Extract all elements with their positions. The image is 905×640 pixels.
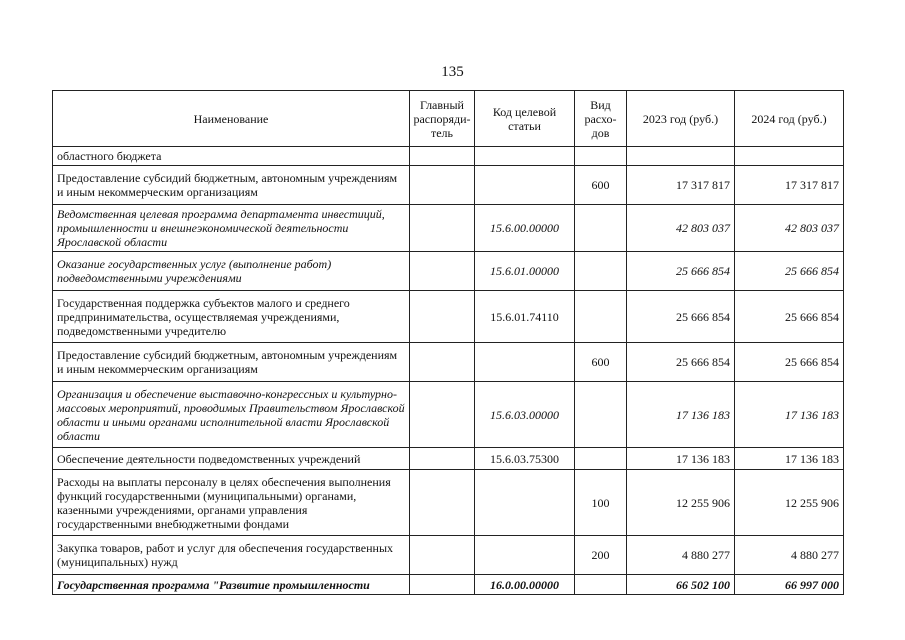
cell-y2024: 12 255 906 [735, 470, 844, 536]
cell-code [475, 343, 575, 382]
cell-y2024: 25 666 854 [735, 252, 844, 291]
cell-code [475, 536, 575, 575]
table-row [53, 252, 844, 291]
cell-chief [410, 166, 475, 205]
cell-code: 16.0.00.00000 [475, 575, 575, 595]
cell-name: Оказание государственных услуг (выполнение работ) подведомственными учреждениями [53, 252, 410, 291]
cell-chief [410, 147, 475, 166]
table-row [53, 575, 844, 595]
cell-name: Государственная поддержка субъектов малого и среднего предпринимательства, осуществляемая учреждениями, подведомственными учредителю [53, 291, 410, 343]
cell-name: Ведомственная целевая программа департамента инвестиций, промышленности и внешнеэкономической деятельности Ярославской области [53, 205, 410, 252]
cell-chief [410, 343, 475, 382]
cell-name: Организация и обеспечение выставочно-конгрессных и культурно-массовых мероприятий, проводимых Правительством Ярославской области и иными органами исполнительной власти Ярославской области [53, 382, 410, 448]
cell-chief [410, 382, 475, 448]
cell-chief [410, 575, 475, 595]
cell-name: Государственная программа "Развитие промышленности [53, 575, 410, 595]
cell-y2024: 42 803 037 [735, 205, 844, 252]
cell-y2024: 66 997 000 [735, 575, 844, 595]
cell-chief [410, 291, 475, 343]
cell-code: 15.6.03.00000 [475, 382, 575, 448]
cell-code: 15.6.01.74110 [475, 291, 575, 343]
table-row [53, 382, 844, 448]
cell-y2023: 12 255 906 [627, 470, 735, 536]
cell-code [475, 147, 575, 166]
cell-y2023 [627, 147, 735, 166]
header-2023: 2023 год (руб.) [627, 91, 735, 147]
cell-y2023: 17 136 183 [627, 382, 735, 448]
cell-y2024: 25 666 854 [735, 343, 844, 382]
table-row [53, 166, 844, 205]
table-row [53, 470, 844, 536]
budget-table [52, 90, 844, 595]
cell-type [575, 448, 627, 470]
cell-name: Закупка товаров, работ и услуг для обеспечения государственных (муниципальных) нужд [53, 536, 410, 575]
cell-y2023: 17 136 183 [627, 448, 735, 470]
cell-y2024: 17 317 817 [735, 166, 844, 205]
cell-y2024: 4 880 277 [735, 536, 844, 575]
cell-y2024 [735, 147, 844, 166]
cell-type [575, 291, 627, 343]
cell-type: 100 [575, 470, 627, 536]
cell-code [475, 166, 575, 205]
cell-chief [410, 205, 475, 252]
cell-name: Предоставление субсидий бюджетным, автономным учреждениям и иным некоммерческим организациям [53, 343, 410, 382]
cell-y2023: 25 666 854 [627, 252, 735, 291]
table-row [53, 205, 844, 252]
cell-y2024: 17 136 183 [735, 382, 844, 448]
cell-y2023: 4 880 277 [627, 536, 735, 575]
cell-chief [410, 470, 475, 536]
table-row [53, 448, 844, 470]
cell-type: 600 [575, 166, 627, 205]
cell-y2023: 42 803 037 [627, 205, 735, 252]
cell-name: Обеспечение деятельности подведомственных учреждений [53, 448, 410, 470]
cell-type [575, 147, 627, 166]
cell-type [575, 382, 627, 448]
table-row [53, 343, 844, 382]
cell-name: Расходы на выплаты персоналу в целях обеспечения выполнения функций государственными (муниципальными) органами, казенными учреждениями, органами управления государственными внебюджетными фондами [53, 470, 410, 536]
header-code: Код целевой статьи [475, 91, 575, 147]
cell-type [575, 205, 627, 252]
header-2024: 2024 год (руб.) [735, 91, 844, 147]
cell-y2023: 17 317 817 [627, 166, 735, 205]
cell-y2024: 17 136 183 [735, 448, 844, 470]
cell-type: 600 [575, 343, 627, 382]
cell-code: 15.6.01.00000 [475, 252, 575, 291]
header-name: Наименование [53, 91, 410, 147]
cell-name: Предоставление субсидий бюджетным, автономным учреждениям и иным некоммерческим организациям [53, 166, 410, 205]
cell-y2023: 25 666 854 [627, 343, 735, 382]
table-header-row [53, 91, 844, 147]
page-number: 135 [441, 64, 464, 80]
header-chief: Главный распоряди-тель [410, 91, 475, 147]
cell-code: 15.6.00.00000 [475, 205, 575, 252]
cell-type: 200 [575, 536, 627, 575]
cell-y2023: 66 502 100 [627, 575, 735, 595]
cell-chief [410, 252, 475, 291]
cell-y2023: 25 666 854 [627, 291, 735, 343]
cell-code [475, 470, 575, 536]
table-row [53, 536, 844, 575]
cell-code: 15.6.03.75300 [475, 448, 575, 470]
cell-name: областного бюджета [53, 147, 410, 166]
table-body [53, 147, 844, 595]
table-row [53, 147, 844, 166]
cell-chief [410, 448, 475, 470]
cell-y2024: 25 666 854 [735, 291, 844, 343]
table-row [53, 291, 844, 343]
cell-type [575, 252, 627, 291]
cell-chief [410, 536, 475, 575]
header-type: Вид расхо-дов [575, 91, 627, 147]
cell-type [575, 575, 627, 595]
